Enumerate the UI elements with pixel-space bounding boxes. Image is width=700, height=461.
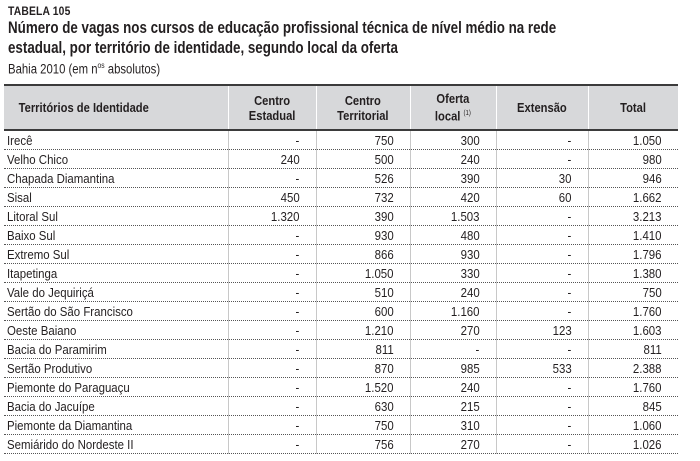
cell-centro-estadual: -: [228, 130, 316, 150]
cell-centro-estadual: -: [228, 416, 316, 435]
cell-total: 3.213: [588, 207, 678, 226]
header-centro-territorial: Centro Territorial: [316, 85, 410, 130]
table-row: [4, 188, 678, 207]
cell-oferta-local: 985: [410, 359, 496, 378]
cell-extensao: -: [496, 397, 588, 416]
cell-total: 1.380: [588, 264, 678, 283]
cell-centro-territorial: 1.520: [316, 378, 410, 397]
cell-territorio: Sisal: [4, 188, 228, 207]
cell-centro-territorial: 630: [316, 397, 410, 416]
cell-total: 1.796: [588, 245, 678, 264]
cell-centro-estadual: -: [228, 321, 316, 340]
cell-territorio: Itapetinga: [4, 264, 228, 283]
cell-centro-estadual: -: [228, 340, 316, 359]
cell-extensao: 533: [496, 359, 588, 378]
table-label: TABELA 105: [8, 4, 71, 18]
subtitle-text-end: absolutos): [104, 61, 161, 77]
cell-centro-estadual: -: [228, 169, 316, 188]
cell-territorio: Piemonte da Diamantina: [4, 416, 228, 435]
table-row: [4, 150, 678, 169]
header-extensao: Extensão: [496, 85, 588, 130]
table-row: [4, 130, 678, 150]
cell-oferta-local: 1.503: [410, 207, 496, 226]
cell-total: 845: [588, 397, 678, 416]
cell-territorio: Litoral Sul: [4, 207, 228, 226]
cell-total: 1.603: [588, 321, 678, 340]
table-row: [4, 207, 678, 226]
cell-total: 980: [588, 150, 678, 169]
cell-extensao: -: [496, 264, 588, 283]
cell-extensao: -: [496, 416, 588, 435]
cell-oferta-local: 480: [410, 226, 496, 245]
cell-territorio: Bacia do Jacuípe: [4, 397, 228, 416]
cell-centro-territorial: 750: [316, 416, 410, 435]
cell-oferta-local: 310: [410, 416, 496, 435]
cell-extensao: -: [496, 130, 588, 150]
table-row: [4, 283, 678, 302]
cell-oferta-local: 300: [410, 130, 496, 150]
cell-total: 1.026: [588, 435, 678, 454]
cell-total: 1.760: [588, 378, 678, 397]
cell-centro-territorial: 756: [316, 435, 410, 454]
cell-total: 750: [588, 283, 678, 302]
cell-oferta-local: 240: [410, 150, 496, 169]
cell-oferta-local: -: [410, 340, 496, 359]
header-centro-estadual: Centro Estadual: [228, 85, 316, 130]
cell-oferta-local: 215: [410, 397, 496, 416]
cell-centro-territorial: 510: [316, 283, 410, 302]
table-row: [4, 340, 678, 359]
cell-extensao: -: [496, 150, 588, 169]
cell-total: 1.060: [588, 416, 678, 435]
cell-extensao: -: [496, 226, 588, 245]
table-row: [4, 435, 678, 454]
data-table: [4, 84, 678, 454]
table-row: [4, 416, 678, 435]
cell-centro-territorial: 1.050: [316, 264, 410, 283]
footnote-marker: (1): [463, 110, 471, 118]
cell-total: 1.662: [588, 188, 678, 207]
cell-centro-territorial: 526: [316, 169, 410, 188]
cell-centro-estadual: -: [228, 245, 316, 264]
cell-centro-territorial: 500: [316, 150, 410, 169]
cell-extensao: -: [496, 207, 588, 226]
table-row: [4, 302, 678, 321]
cell-total: 946: [588, 169, 678, 188]
table-row: [4, 169, 678, 188]
cell-centro-estadual: -: [228, 397, 316, 416]
cell-centro-territorial: 866: [316, 245, 410, 264]
cell-extensao: 123: [496, 321, 588, 340]
cell-centro-territorial: 732: [316, 188, 410, 207]
header-oferta-local: Oferta local $^{(1)}$: [410, 85, 496, 130]
cell-oferta-local: 270: [410, 435, 496, 454]
table-row: [4, 226, 678, 245]
cell-centro-estadual: -: [228, 264, 316, 283]
cell-oferta-local: 1.160: [410, 302, 496, 321]
cell-extensao: -: [496, 245, 588, 264]
cell-territorio: Oeste Baiano: [4, 321, 228, 340]
cell-territorio: Irecê: [4, 130, 228, 150]
cell-total: 2.388: [588, 359, 678, 378]
table-title-line-2: estadual, por território de identidade, segundo local da oferta: [8, 39, 398, 57]
cell-extensao: -: [496, 378, 588, 397]
cell-centro-estadual: 240: [228, 150, 316, 169]
table-title-line-1: Número de vagas nos cursos de educação profissional técnica de nível médio na rede: [8, 19, 557, 37]
cell-centro-territorial: 930: [316, 226, 410, 245]
cell-territorio: Piemonte do Paraguaçu: [4, 378, 228, 397]
table-body: [4, 130, 678, 454]
cell-extensao: -: [496, 283, 588, 302]
cell-total: 1.050: [588, 130, 678, 150]
cell-centro-territorial: 600: [316, 302, 410, 321]
table-row: [4, 397, 678, 416]
cell-centro-estadual: -: [228, 283, 316, 302]
header-row: [4, 85, 678, 130]
cell-total: 1.410: [588, 226, 678, 245]
cell-extensao: -: [496, 302, 588, 321]
cell-oferta-local: 330: [410, 264, 496, 283]
cell-oferta-local: 930: [410, 245, 496, 264]
cell-centro-estadual: 450: [228, 188, 316, 207]
table-row: [4, 264, 678, 283]
table-header: [4, 85, 678, 130]
cell-territorio: Extremo Sul: [4, 245, 228, 264]
cell-territorio: Chapada Diamantina: [4, 169, 228, 188]
subtitle-superscript: os: [97, 61, 105, 70]
cell-total: 811: [588, 340, 678, 359]
table-subtitle: [8, 58, 583, 78]
cell-centro-territorial: 870: [316, 359, 410, 378]
header-territorio: Territórios de Identidade: [4, 85, 228, 130]
cell-oferta-local: 270: [410, 321, 496, 340]
table-row: [4, 245, 678, 264]
cell-oferta-local: 240: [410, 378, 496, 397]
cell-centro-estadual: 1.320: [228, 207, 316, 226]
cell-centro-territorial: 1.210: [316, 321, 410, 340]
table-row: [4, 378, 678, 397]
cell-oferta-local: 390: [410, 169, 496, 188]
cell-centro-estadual: -: [228, 378, 316, 397]
cell-total: 1.760: [588, 302, 678, 321]
cell-territorio: Baixo Sul: [4, 226, 228, 245]
cell-extensao: -: [496, 435, 588, 454]
cell-territorio: Bacia do Paramirim: [4, 340, 228, 359]
cell-centro-territorial: 390: [316, 207, 410, 226]
subtitle-text: Bahia 2010 (em n: [8, 61, 98, 77]
cell-territorio: Semiárido do Nordeste II: [4, 435, 228, 454]
cell-centro-territorial: 750: [316, 130, 410, 150]
cell-territorio: Vale do Jequiriçá: [4, 283, 228, 302]
header-total: Total: [588, 85, 678, 130]
table-row: [4, 321, 678, 340]
cell-extensao: -: [496, 340, 588, 359]
cell-oferta-local: 240: [410, 283, 496, 302]
cell-centro-estadual: -: [228, 435, 316, 454]
cell-extensao: 60: [496, 188, 588, 207]
cell-centro-estadual: -: [228, 302, 316, 321]
cell-oferta-local: 420: [410, 188, 496, 207]
cell-territorio: Sertão do São Francisco: [4, 302, 228, 321]
table-caption: [8, 5, 692, 78]
cell-centro-estadual: -: [228, 359, 316, 378]
cell-centro-territorial: 811: [316, 340, 410, 359]
cell-centro-estadual: -: [228, 226, 316, 245]
cell-extensao: 30: [496, 169, 588, 188]
table-row: [4, 359, 678, 378]
cell-territorio: Sertão Produtivo: [4, 359, 228, 378]
cell-territorio: Velho Chico: [4, 150, 228, 169]
